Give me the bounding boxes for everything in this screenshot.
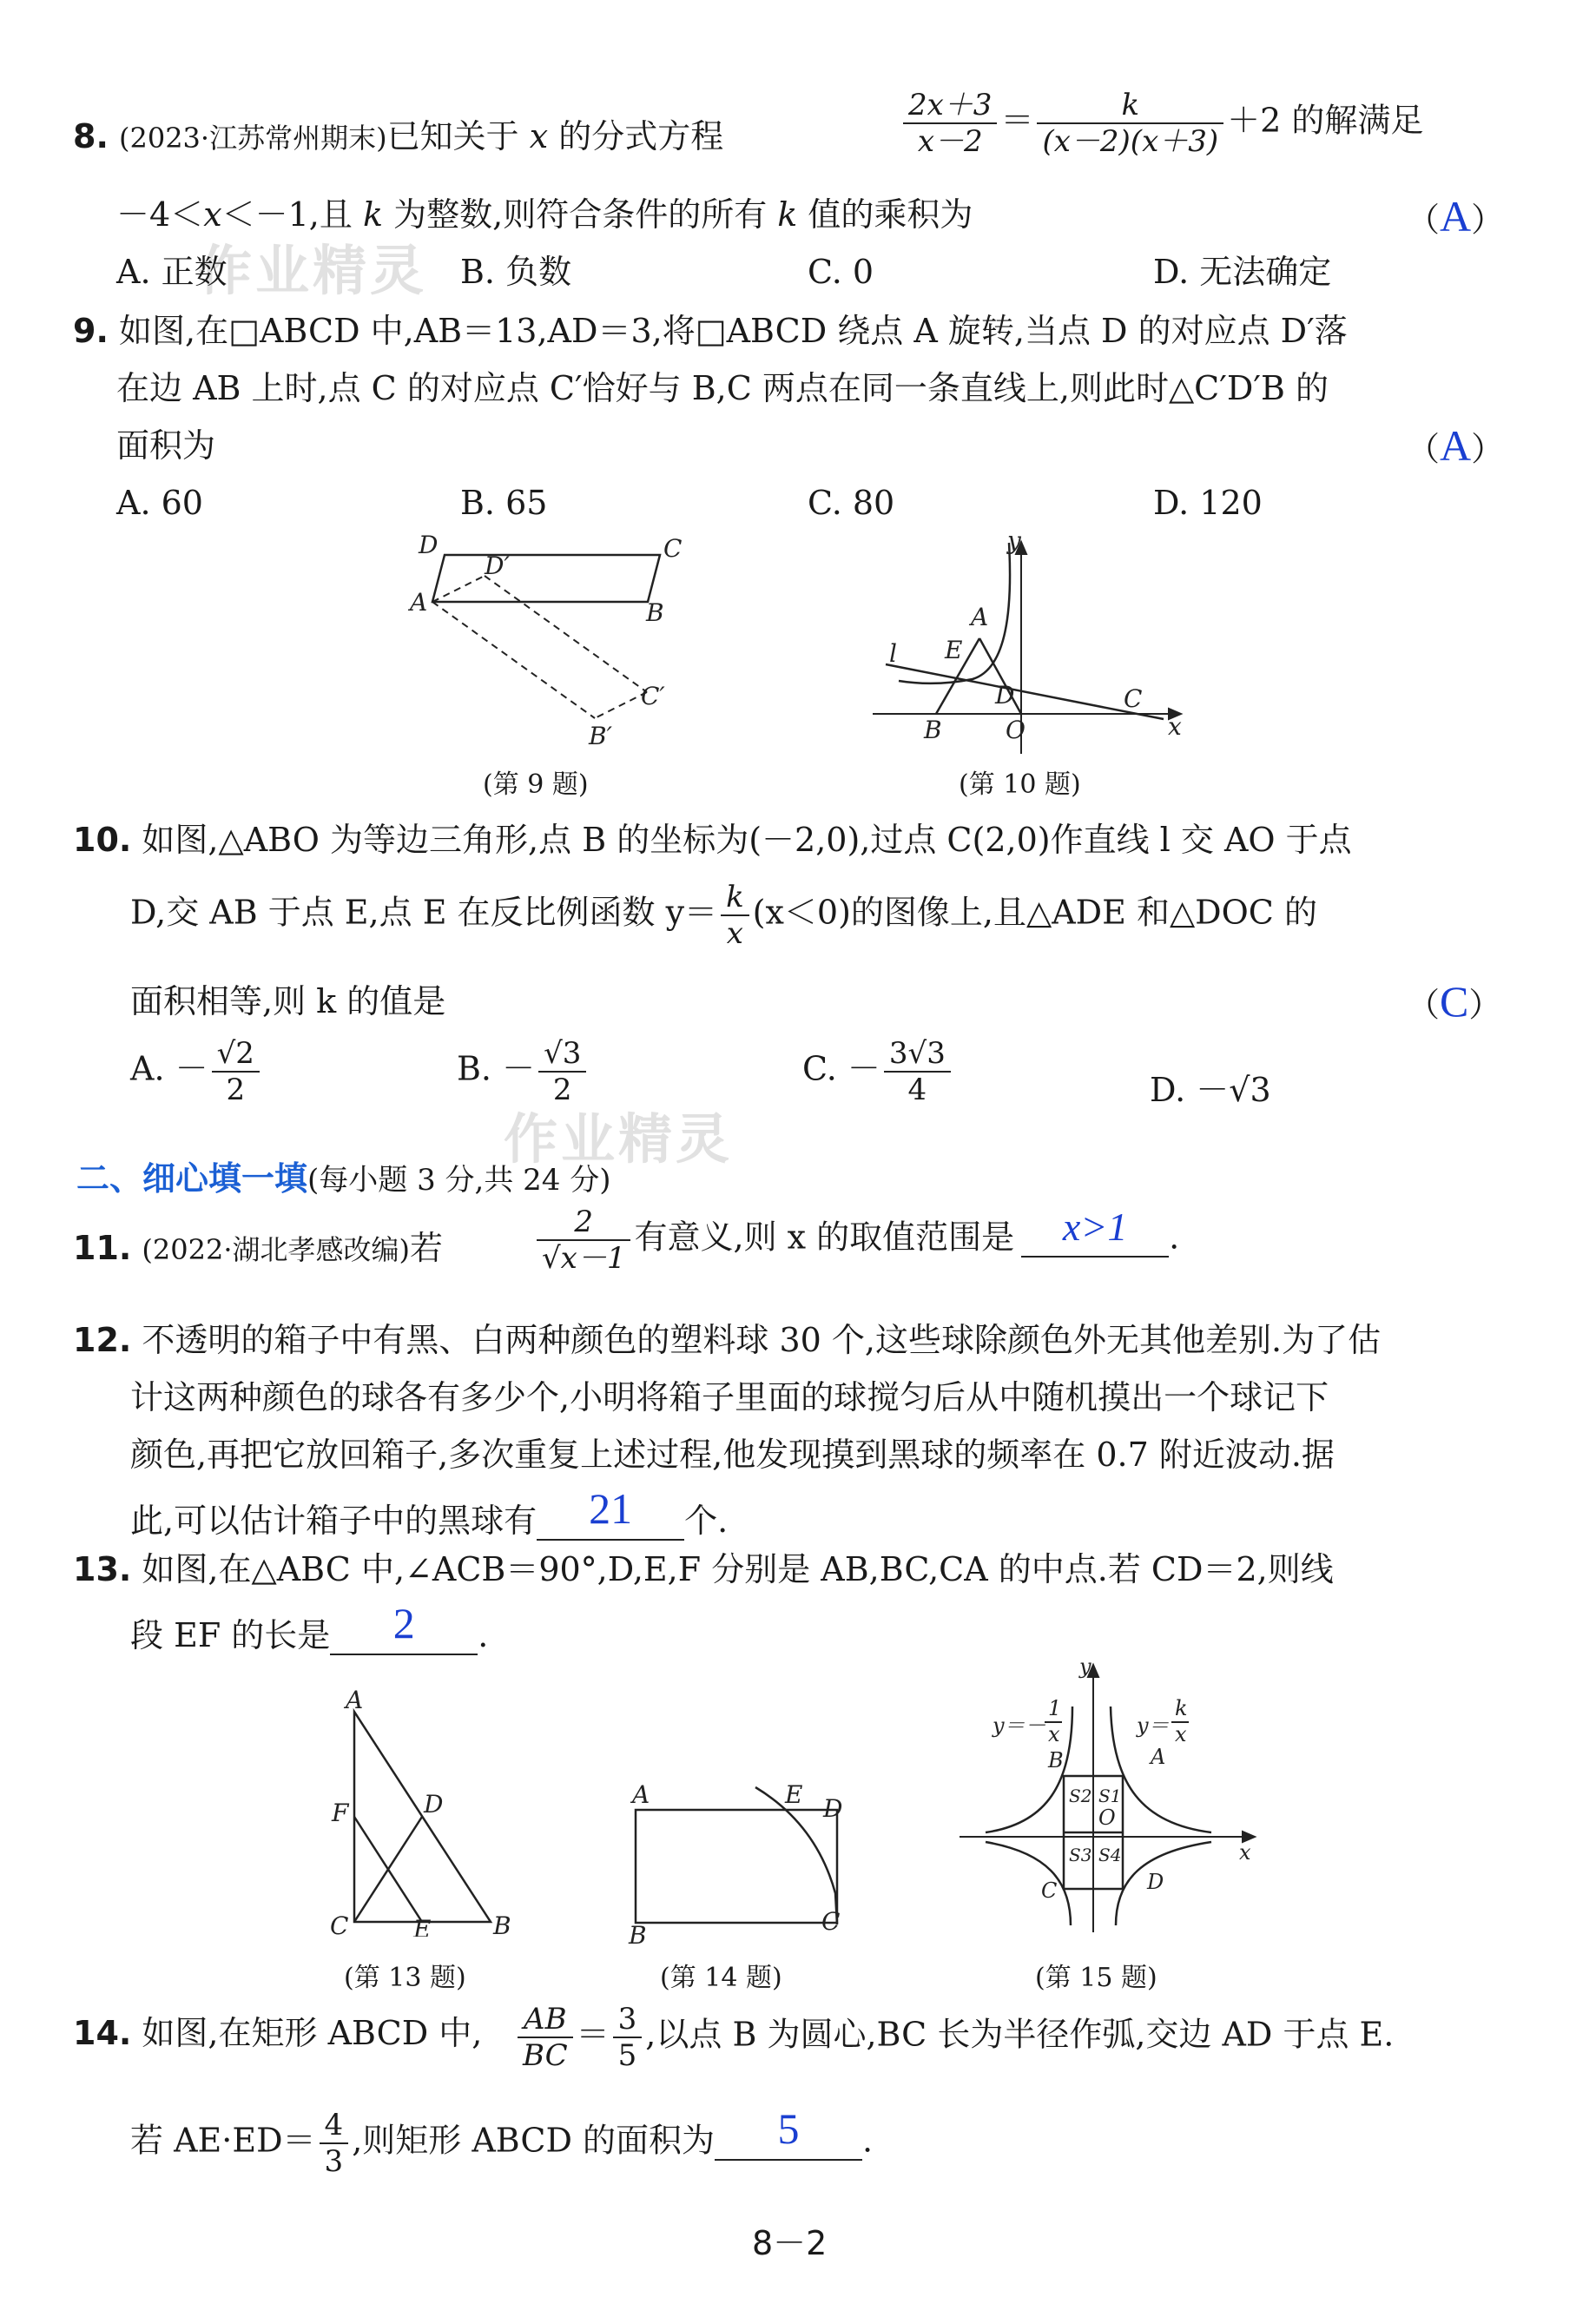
- q8-text: 已知关于: [386, 117, 519, 155]
- fig10-label-x: x: [1168, 712, 1182, 741]
- fig9-label-C: C: [663, 534, 683, 563]
- q9-line3: 面积为: [116, 426, 216, 465]
- fig14-label-D: D: [823, 1794, 843, 1823]
- watermark-1: 作业精灵: [198, 239, 428, 302]
- q10-option-b: B. － $\frac{√3}{2}$: [457, 1039, 590, 1105]
- fig10-label-D: D: [995, 681, 1015, 710]
- section-sub: (每小题 3 分,共 24 分): [307, 1163, 611, 1198]
- fig14-label-B: B: [629, 1921, 647, 1945]
- section-heading: [76, 1152, 610, 1199]
- q10-answer: C: [1440, 977, 1469, 1026]
- q10-option-c: C. － $\frac{3√3}{4}$: [802, 1039, 954, 1105]
- q9-answer-paren: （A）: [1407, 421, 1505, 470]
- q14-answer: 5: [777, 2103, 800, 2153]
- fig15-func1-num: 1: [1048, 1696, 1062, 1720]
- fig10-label-O: O: [1006, 716, 1026, 744]
- fig15-label-S4: S4: [1098, 1845, 1122, 1865]
- fig15-label-y: y: [1079, 1654, 1091, 1679]
- fig13-label-C: C: [330, 1911, 349, 1937]
- fig9-label-B: B: [646, 598, 664, 627]
- fig9-label-Dp: D′: [485, 551, 510, 580]
- q13-line2: 段 EF 的长是 2 .: [130, 1599, 489, 1654]
- q11-fraction: $\frac{2}{√x-1}$: [537, 1207, 630, 1273]
- watermark-2: 作业精灵: [504, 1107, 734, 1171]
- q9-option-c: C. 80: [808, 484, 895, 522]
- q8-option-a: A. 正数: [116, 253, 228, 291]
- fig10-label-l: l: [889, 639, 897, 668]
- q12-line1: [73, 1321, 1382, 1359]
- q9-option-a: A. 60: [116, 484, 203, 522]
- q14-text2: ,以点 B 为圆心,BC 长为半径作弧,交边 AD 于点 E.: [645, 2015, 1395, 2054]
- fig13-label-E: E: [413, 1915, 432, 1937]
- q11-answer: x>1: [1062, 1204, 1128, 1249]
- fig9-label-D: D: [419, 534, 439, 559]
- q13-blank: [330, 1599, 478, 1655]
- fig15-func2-num: k: [1175, 1696, 1188, 1720]
- q11-blank: [1021, 1204, 1169, 1258]
- fig10-label-B: B: [924, 716, 942, 744]
- q14-number: 14.: [73, 2014, 132, 2052]
- q10-text: 如图,△ABO 为等边三角形,点 B 的坐标为(－2,0),过点 C(2,0)作直线 l 交 AO 于点: [142, 821, 1352, 859]
- q14-fraction-1: $\frac{AB}{BC}$: [518, 2004, 573, 2070]
- fig15-func1: y＝－: [993, 1713, 1046, 1738]
- figure-14: [617, 1772, 851, 1945]
- fig10-label-A: A: [971, 603, 989, 631]
- q12-line2: 计这两种颜色的球各有多少个,小明将箱子里面的球搅匀后从中随机摸出一个球记下: [130, 1378, 1329, 1416]
- q8-option-d: D. 无法确定: [1153, 253, 1332, 291]
- q10-option-d: D. －√3: [1150, 1071, 1271, 1109]
- q8-source: (2023·江苏常州期末): [118, 122, 387, 155]
- fig13-label-D: D: [424, 1790, 444, 1819]
- q14-text: 如图,在矩形 ABCD 中,: [142, 2014, 483, 2052]
- fig13-label-F: F: [332, 1799, 349, 1827]
- q8-option-c: C. 0: [808, 253, 874, 291]
- q12-answer: 21: [589, 1484, 633, 1533]
- q10-option-a: A. － $\frac{√2}{2}$: [130, 1039, 263, 1105]
- q13-text: 如图,在△ABC 中,∠ACB＝90°,D,E,F 分别是 AB,BC,CA 的中点.若 CD＝2,则线: [142, 1550, 1334, 1588]
- q12-line3: 颜色,再把它放回箱子,多次重复上述过程,他发现摸到黑球的频率在 0.7 附近波动.据: [130, 1436, 1335, 1474]
- q8-plus: ＋2: [1227, 101, 1282, 140]
- q14-line2: 若 AE·ED＝ $\frac{4}{3}$ ,则矩形 ABCD 的面积为 5 .: [130, 2103, 874, 2179]
- page-number: 8－2: [752, 2224, 828, 2262]
- q9-line1: [73, 312, 1348, 350]
- fig15-label-D: D: [1147, 1870, 1164, 1894]
- q9-option-b: B. 65: [460, 484, 548, 522]
- fig15-label-O: O: [1098, 1806, 1116, 1830]
- fig15-label-x: x: [1239, 1840, 1251, 1865]
- q9-text: 如图,在□ABCD 中,AB＝13,AD＝3,将□ABCD 绕点 A 旋转,当点 D 的对应点 D′落: [118, 312, 1348, 350]
- q10-line1: [73, 821, 1352, 859]
- q11-text: 有意义,则 x 的取值范围是: [634, 1218, 1015, 1257]
- q12-blank: [537, 1484, 684, 1541]
- fig10-label-C: C: [1124, 684, 1143, 713]
- q8-var: x: [529, 117, 549, 155]
- q8-fraction-2: $\frac{k}{(x-2)(x+3)}$: [1037, 90, 1223, 156]
- q8-answer-paren: （A）: [1407, 192, 1505, 241]
- q10-line3: 面积相等,则 k 的值是: [130, 982, 446, 1020]
- q8-option-b: B. 负数: [460, 253, 572, 291]
- q10-fraction: $\frac{k}{x}$: [721, 882, 749, 948]
- q8-number: 8.: [73, 117, 109, 155]
- fig14-label-E: E: [785, 1780, 803, 1809]
- fig9-label-Cp: C′: [641, 682, 665, 710]
- q13-line1: [73, 1550, 1334, 1588]
- fig15-label-A: A: [1151, 1745, 1166, 1769]
- fig15-func2: y＝: [1137, 1713, 1170, 1738]
- fig14-label-A: A: [632, 1780, 650, 1809]
- q10-line2: D,交 AB 于点 E,点 E 在反比例函数 y＝ $\frac{k}{x}$ (x＜0)的图像上,且△ADE 和△DOC 的: [130, 880, 1317, 951]
- q14-fraction-3: $\frac{4}{3}$: [320, 2110, 349, 2176]
- figure-15: [951, 1654, 1263, 1941]
- q14-fractions: $\frac{AB}{BC}$ ＝ $\frac{3}{5}$ ,以点 B 为圆心,BC 长为半径作弧,交边 AD 于点 E.: [514, 2004, 1394, 2070]
- q8-text: 的分式方程: [558, 117, 724, 155]
- q14-blank: [715, 2103, 862, 2161]
- fig10-caption: (第 10 题): [959, 769, 1081, 800]
- q11-fraction-wrap: $\frac{2}{√x-1}$ 有意义,则 x 的取值范围是 x>1 .: [533, 1207, 1179, 1273]
- q8-fraction-1: $\frac{2x+3}{x-2}$: [903, 90, 997, 156]
- figure-13: [321, 1689, 530, 1937]
- q9-option-d: D. 120: [1153, 484, 1263, 522]
- q11-source: (2022·湖北孝感改编): [142, 1233, 411, 1266]
- q9-line2: 在边 AB 上时,点 C 的对应点 C′恰好与 B,C 两点在同一条直线上,则此时△C′D′B 的: [116, 369, 1329, 407]
- q9-answer: A: [1440, 421, 1472, 470]
- figure-10: [868, 530, 1198, 762]
- q11-line: 11. (2022·湖北孝感改编)若: [73, 1229, 444, 1267]
- fig15-label-B: B: [1048, 1748, 1064, 1773]
- q8-text: 的解满足: [1291, 101, 1424, 140]
- figure-9: [399, 534, 712, 760]
- fig15-label-S2: S2: [1069, 1786, 1092, 1806]
- fig14-caption: (第 14 题): [660, 1963, 782, 1993]
- fig13-label-B: B: [493, 1911, 511, 1937]
- q8-eq: ＝: [1000, 101, 1034, 140]
- fig15-label-C: C: [1041, 1878, 1058, 1903]
- fig15-func1-den: x: [1048, 1722, 1060, 1746]
- q13-answer: 2: [392, 1599, 415, 1647]
- fig9-label-A: A: [410, 588, 428, 617]
- q12-number: 12.: [73, 1321, 132, 1359]
- q11-number: 11.: [73, 1229, 132, 1267]
- fig15-label-S3: S3: [1069, 1845, 1092, 1865]
- fig10-label-E: E: [945, 636, 963, 664]
- q8-line2: －4＜x＜－1,且 k 为整数,则符合条件的所有 k 值的乘积为: [116, 195, 973, 234]
- section-title: 二、细心填一填: [76, 1159, 308, 1198]
- fig15-label-S1: S1: [1098, 1786, 1122, 1806]
- q10-number: 10.: [73, 821, 132, 859]
- fig10-label-y: y: [1007, 530, 1021, 555]
- fig15-caption: (第 15 题): [1035, 1963, 1157, 1993]
- q8-equation: [900, 88, 1424, 159]
- fig13-caption: (第 13 题): [344, 1963, 466, 1993]
- fig9-label-Bp: B′: [589, 722, 612, 750]
- q8-line1: [73, 117, 724, 155]
- q14-fraction-2: $\frac{3}{5}$: [613, 2004, 643, 2070]
- fig15-func2-den: x: [1175, 1722, 1187, 1746]
- q14-line1: [73, 2014, 483, 2052]
- fig13-label-A: A: [346, 1689, 364, 1714]
- q13-number: 13.: [73, 1550, 132, 1588]
- q12-text: 不透明的箱子中有黑、白两种颜色的塑料球 30 个,这些球除颜色外无其他差别.为了估: [142, 1321, 1382, 1359]
- q9-number: 9.: [73, 312, 109, 350]
- q8-answer: A: [1440, 192, 1472, 241]
- fig9-caption: (第 9 题): [483, 769, 589, 800]
- fig14-label-C: C: [821, 1907, 841, 1936]
- q12-line4: 此,可以估计箱子中的黑球有 21 个.: [130, 1484, 729, 1540]
- q10-answer-paren: （C）: [1407, 977, 1502, 1026]
